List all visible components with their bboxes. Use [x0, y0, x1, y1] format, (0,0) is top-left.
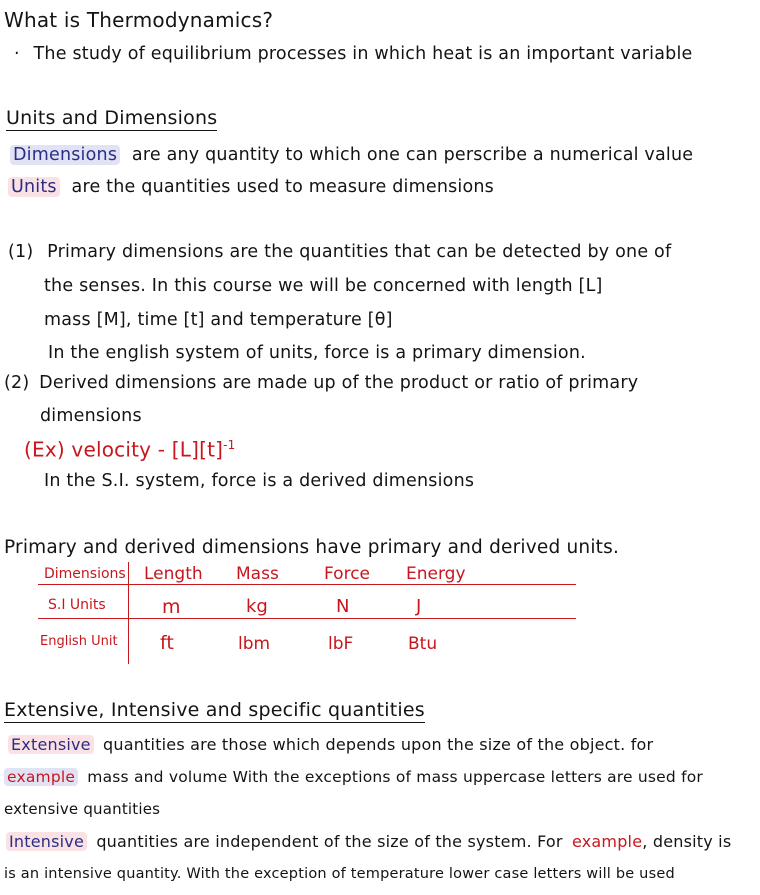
- units-dimensions-heading: [6, 106, 217, 130]
- quantities-heading-text: Extensive, Intensive and specific quantities: [4, 699, 425, 721]
- column-force: Force: [324, 564, 370, 584]
- units-statement: Primary and derived dimensions have primary and derived units.: [4, 537, 620, 558]
- page-title: What is Thermodynamics?: [4, 8, 274, 32]
- extensive-line-2: [4, 765, 703, 789]
- si-unit-mass: kg: [246, 596, 268, 617]
- units-dimensions-heading-text: Units and Dimensions: [6, 107, 218, 129]
- velocity-example: [24, 433, 236, 462]
- si-unit-force: N: [336, 596, 350, 617]
- derived-line-1-text: Derived dimensions are made up of the product or ratio of primary: [39, 373, 639, 393]
- extensive-line-3: extensive quantities: [4, 800, 161, 818]
- units-term: Units: [8, 177, 60, 197]
- english-unit-length: ft: [160, 632, 174, 654]
- row-header-si-units: S.I Units: [48, 597, 106, 613]
- example-word-1: example: [4, 768, 78, 786]
- extensive-term: Extensive: [8, 735, 94, 754]
- velocity-exponent: -1: [223, 438, 236, 452]
- column-mass: Mass: [236, 564, 279, 584]
- primary-marker: (1): [8, 242, 34, 262]
- intensive-term: Intensive: [6, 832, 87, 851]
- english-unit-energy: Btu: [408, 634, 438, 654]
- column-energy: Energy: [406, 564, 466, 584]
- intensive-line-1-text-a: quantities are independent of the size of the system. For: [96, 832, 563, 851]
- quantities-heading: [4, 698, 425, 722]
- english-unit-mass: lbm: [238, 634, 271, 654]
- extensive-line-1-text: quantities are those which depends upon the size of the object. for: [103, 735, 654, 754]
- row-header-dimensions: Dimensions: [44, 566, 126, 582]
- example-word-2: example: [571, 832, 643, 851]
- dimensions-term: Dimensions: [10, 145, 120, 165]
- extensive-line-2-text: mass and volume With the exceptions of mass uppercase letters are used for: [87, 768, 704, 786]
- row-header-english-units: English Unit: [40, 634, 118, 649]
- units-text: are the quantities used to measure dimensions: [71, 177, 495, 197]
- extensive-line-1: [8, 733, 653, 757]
- derived-dimensions-line-2: dimensions: [40, 406, 142, 426]
- derived-dimensions-line-1: [4, 371, 638, 395]
- table-vertical-rule: [128, 562, 129, 664]
- definition-line: [14, 42, 693, 66]
- table-rule-2: [38, 618, 576, 619]
- si-unit-energy: J: [416, 596, 422, 617]
- dimensions-text: are any quantity to which one can perscribe a numerical value: [131, 145, 694, 165]
- column-length: Length: [144, 564, 203, 584]
- definition-text: The study of equilibrium processes in which heat is an important variable: [33, 44, 693, 64]
- primary-line-1-text: Primary dimensions are the quantities that can be detected by one of: [47, 242, 672, 262]
- velocity-example-text: (Ex) velocity - [L][t]: [24, 437, 224, 462]
- primary-dimensions-line-4: In the english system of units, force is a primary dimension.: [48, 343, 586, 363]
- primary-dimensions-line-3: mass [M], time [t] and temperature [θ]: [44, 310, 393, 330]
- intensive-line-1: [6, 830, 731, 854]
- intensive-line-1-text-b: , density is: [642, 832, 732, 851]
- dimensions-definition: [10, 143, 693, 167]
- primary-dimensions-line-1: [8, 240, 671, 264]
- english-unit-force: lbF: [328, 634, 354, 654]
- units-table: [38, 562, 576, 666]
- units-definition: [8, 175, 494, 199]
- primary-dimensions-line-2: the senses. In this course we will be concerned with length [L]: [44, 276, 603, 296]
- intensive-line-2: is an intensive quantity. With the exception of temperature lower case letters will be used: [4, 866, 675, 882]
- si-unit-length: m: [162, 596, 181, 618]
- table-rule-1: [38, 584, 576, 585]
- derived-dimensions-line-3: In the S.I. system, force is a derived dimensions: [44, 471, 475, 491]
- bullet-marker: ·: [14, 44, 20, 64]
- derived-marker: (2): [4, 373, 30, 393]
